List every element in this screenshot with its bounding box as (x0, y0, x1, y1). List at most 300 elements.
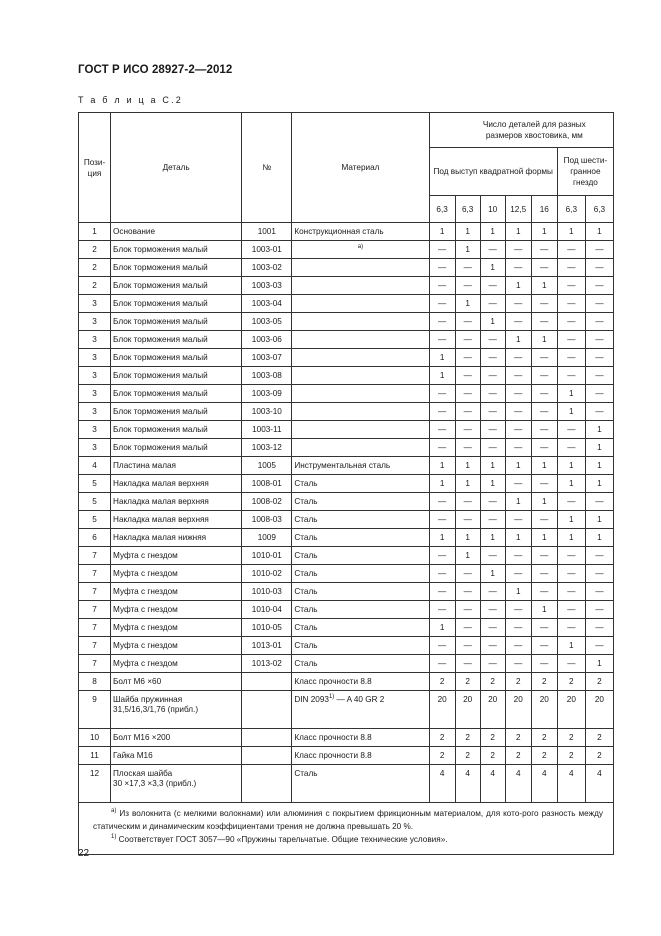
table-notes (79, 803, 614, 855)
header-size: 16 (531, 196, 557, 223)
material-text: Сталь (294, 604, 318, 614)
cell-count: 4 (531, 765, 557, 803)
cell-position: 7 (79, 619, 111, 637)
cell-count: — (455, 331, 480, 349)
cell-count: — (585, 385, 613, 403)
table-row (79, 385, 614, 403)
cell-part: Накладка малая верхняя (111, 511, 242, 529)
table-row (79, 729, 614, 747)
table-row (79, 439, 614, 457)
cell-material (292, 511, 429, 529)
cell-count: 1 (531, 457, 557, 475)
cell-count: — (480, 655, 505, 673)
header-size: 6,3 (429, 196, 455, 223)
cell-position: 7 (79, 601, 111, 619)
cell-material (292, 673, 429, 691)
cell-count: — (455, 385, 480, 403)
table-row (79, 277, 614, 295)
cell-count: — (455, 421, 480, 439)
cell-count: 1 (429, 367, 455, 385)
cell-count: 1 (480, 313, 505, 331)
cell-count: — (480, 511, 505, 529)
table-row (79, 421, 614, 439)
cell-count: — (455, 439, 480, 457)
cell-count: — (480, 385, 505, 403)
cell-count: 1 (531, 223, 557, 241)
cell-position: 7 (79, 637, 111, 655)
header-part: Деталь (111, 113, 242, 223)
cell-position: 2 (79, 241, 111, 259)
cell-count: 20 (480, 691, 505, 729)
cell-material (292, 367, 429, 385)
cell-count: — (505, 259, 531, 277)
cell-count: 1 (585, 655, 613, 673)
cell-count: — (455, 313, 480, 331)
cell-count: 20 (531, 691, 557, 729)
cell-material (292, 277, 429, 295)
cell-position: 1 (79, 223, 111, 241)
cell-count: — (557, 295, 585, 313)
cell-count: — (585, 349, 613, 367)
cell-count: — (429, 403, 455, 421)
material-text: Сталь (294, 769, 318, 778)
cell-count: — (505, 403, 531, 421)
cell-material (292, 241, 429, 259)
footnote (93, 807, 603, 833)
cell-count: — (531, 619, 557, 637)
cell-count: 1 (585, 475, 613, 493)
cell-count: — (505, 313, 531, 331)
cell-part: Блок торможения малый (111, 277, 242, 295)
table-row (79, 601, 614, 619)
cell-count: — (505, 241, 531, 259)
cell-part: Блок торможения малый (111, 439, 242, 457)
cell-count: 2 (455, 673, 480, 691)
cell-count: — (480, 367, 505, 385)
document-code: ГОСТ Р ИСО 28927-2—2012 (78, 64, 233, 76)
cell-count: — (455, 493, 480, 511)
cell-count: 1 (531, 601, 557, 619)
cell-material (292, 747, 429, 765)
cell-count: — (429, 295, 455, 313)
cell-count: — (480, 403, 505, 421)
table-row (79, 331, 614, 349)
cell-count: — (505, 421, 531, 439)
cell-part: Блок торможения малый (111, 295, 242, 313)
cell-count: 1 (505, 277, 531, 295)
cell-number: 1003-07 (242, 349, 292, 367)
cell-count: — (557, 367, 585, 385)
cell-count: 1 (585, 529, 613, 547)
cell-count: — (455, 259, 480, 277)
cell-material (292, 655, 429, 673)
cell-count: 2 (531, 729, 557, 747)
cell-number (242, 747, 292, 765)
cell-count: — (557, 259, 585, 277)
cell-count: — (557, 421, 585, 439)
material-text: Сталь (294, 532, 318, 542)
cell-part: Накладка малая нижняя (111, 529, 242, 547)
cell-material (292, 765, 429, 803)
cell-number: 1008-02 (242, 493, 292, 511)
material-text-tail: — A 40 GR 2 (334, 695, 385, 704)
cell-part: Плоская шайба 30 ×17,3 ×3,3 (прибл.) (111, 765, 242, 803)
cell-number: 1003-05 (242, 313, 292, 331)
cell-count: — (505, 655, 531, 673)
cell-part: Муфта с гнездом (111, 583, 242, 601)
header-size: 10 (480, 196, 505, 223)
cell-count: — (455, 565, 480, 583)
cell-count: — (429, 439, 455, 457)
cell-count: — (531, 295, 557, 313)
cell-position: 2 (79, 277, 111, 295)
cell-count: — (455, 601, 480, 619)
cell-count: — (585, 637, 613, 655)
material-text: Конструкционная сталь (294, 226, 384, 236)
cell-part: Муфта с гнездом (111, 601, 242, 619)
cell-part: Пластина малая (111, 457, 242, 475)
cell-count: — (429, 331, 455, 349)
cell-count: — (455, 403, 480, 421)
cell-count: — (455, 511, 480, 529)
material-text: Сталь (294, 550, 318, 560)
table-row (79, 295, 614, 313)
cell-position: 9 (79, 691, 111, 729)
cell-count: — (557, 349, 585, 367)
cell-part: Блок торможения малый (111, 421, 242, 439)
cell-count: 1 (557, 529, 585, 547)
table-row (79, 655, 614, 673)
cell-count: 4 (455, 765, 480, 803)
cell-count: 1 (585, 439, 613, 457)
cell-count: — (531, 475, 557, 493)
cell-count: — (429, 241, 455, 259)
cell-count: 1 (531, 331, 557, 349)
cell-position: 3 (79, 439, 111, 457)
cell-count: — (455, 583, 480, 601)
cell-count: 4 (557, 765, 585, 803)
cell-position: 3 (79, 331, 111, 349)
header-position: Пози- ция (79, 113, 111, 223)
cell-count: 1 (455, 475, 480, 493)
cell-number: 1010-05 (242, 619, 292, 637)
cell-number: 1008-03 (242, 511, 292, 529)
cell-count: — (480, 583, 505, 601)
cell-number: 1005 (242, 457, 292, 475)
cell-material (292, 619, 429, 637)
cell-material (292, 457, 429, 475)
cell-number: 1003-02 (242, 259, 292, 277)
table-row (79, 223, 614, 241)
cell-count: 1 (429, 349, 455, 367)
cell-number: 1001 (242, 223, 292, 241)
table-row (79, 367, 614, 385)
material-text: Класс прочности 8.8 (294, 750, 372, 760)
cell-count: — (505, 385, 531, 403)
cell-count: — (585, 493, 613, 511)
cell-count: — (585, 547, 613, 565)
cell-count: — (429, 655, 455, 673)
cell-count: — (585, 331, 613, 349)
cell-position: 5 (79, 475, 111, 493)
cell-number (242, 729, 292, 747)
cell-number: 1013-01 (242, 637, 292, 655)
cell-count: — (557, 241, 585, 259)
cell-count: — (531, 511, 557, 529)
cell-count: 1 (429, 475, 455, 493)
cell-count: — (505, 511, 531, 529)
cell-material (292, 637, 429, 655)
cell-position: 12 (79, 765, 111, 803)
cell-count: — (455, 349, 480, 367)
material-text: DIN 2093 (294, 695, 329, 704)
table-row (79, 565, 614, 583)
cell-count: — (531, 241, 557, 259)
cell-part: Муфта с гнездом (111, 655, 242, 673)
table-row (79, 765, 614, 803)
table-row (79, 493, 614, 511)
header-material: Материал (292, 113, 429, 223)
cell-count: — (531, 637, 557, 655)
page-number: 22 (78, 848, 90, 859)
cell-count: — (531, 367, 557, 385)
cell-count: 1 (557, 403, 585, 421)
table-row (79, 457, 614, 475)
cell-part: Гайка М16 (111, 747, 242, 765)
cell-number: 1010-02 (242, 565, 292, 583)
cell-count: — (585, 565, 613, 583)
cell-count: — (585, 403, 613, 421)
cell-count: — (585, 259, 613, 277)
cell-count: — (585, 313, 613, 331)
cell-count: 1 (480, 565, 505, 583)
header-number: № (242, 113, 292, 223)
header-size: 6,3 (455, 196, 480, 223)
cell-position: 4 (79, 457, 111, 475)
table-row (79, 349, 614, 367)
cell-material (292, 691, 429, 729)
table-row (79, 747, 614, 765)
cell-count: — (505, 439, 531, 457)
cell-count: — (531, 655, 557, 673)
table-caption: Т а б л и ц а С.2 (78, 95, 184, 105)
cell-number: 1008-01 (242, 475, 292, 493)
cell-count: — (480, 295, 505, 313)
cell-position: 3 (79, 385, 111, 403)
cell-count: 1 (455, 547, 480, 565)
cell-count: — (557, 439, 585, 457)
cell-count: 1 (557, 511, 585, 529)
cell-number: 1010-04 (242, 601, 292, 619)
cell-part: Блок торможения малый (111, 313, 242, 331)
cell-material (292, 331, 429, 349)
cell-count: — (480, 637, 505, 655)
cell-number: 1003-04 (242, 295, 292, 313)
cell-count: — (531, 421, 557, 439)
header-size: 12,5 (505, 196, 531, 223)
cell-position: 5 (79, 493, 111, 511)
cell-count: — (557, 277, 585, 295)
cell-part: Блок торможения малый (111, 385, 242, 403)
table-row (79, 619, 614, 637)
cell-count: — (429, 259, 455, 277)
cell-material (292, 565, 429, 583)
cell-material (292, 601, 429, 619)
cell-count: — (429, 277, 455, 295)
cell-count: 1 (585, 511, 613, 529)
cell-part: Болт М16 ×200 (111, 729, 242, 747)
cell-count: — (505, 619, 531, 637)
table-row (79, 583, 614, 601)
cell-count: 4 (480, 765, 505, 803)
cell-number (242, 765, 292, 803)
cell-count: 1 (585, 421, 613, 439)
cell-count: — (429, 385, 455, 403)
cell-count: 4 (585, 765, 613, 803)
cell-part: Муфта с гнездом (111, 619, 242, 637)
cell-count: 4 (429, 765, 455, 803)
cell-count: 1 (505, 529, 531, 547)
header-count-group: Число деталей для разных размеров хвостовика, мм (429, 113, 613, 148)
cell-count: 1 (557, 457, 585, 475)
cell-count: — (455, 277, 480, 295)
cell-part: Шайба пружинная 31,5/16,3/1,76 (прибл.) (111, 691, 242, 729)
cell-count: 1 (455, 223, 480, 241)
cell-count: — (557, 493, 585, 511)
table-header (79, 113, 614, 223)
cell-part: Блок торможения малый (111, 367, 242, 385)
cell-number: 1003-03 (242, 277, 292, 295)
cell-count: — (531, 583, 557, 601)
cell-count: — (505, 475, 531, 493)
cell-number: 1003-01 (242, 241, 292, 259)
material-text: Инструментальная сталь (294, 460, 391, 470)
cell-count: — (480, 601, 505, 619)
cell-count: 2 (429, 673, 455, 691)
cell-count: 2 (480, 673, 505, 691)
cell-count: — (455, 655, 480, 673)
cell-part: Накладка малая верхняя (111, 475, 242, 493)
cell-count: 1 (531, 277, 557, 295)
cell-count: — (480, 349, 505, 367)
cell-count: — (531, 547, 557, 565)
cell-position: 3 (79, 313, 111, 331)
cell-count: 1 (455, 529, 480, 547)
cell-number: 1003-08 (242, 367, 292, 385)
cell-count: 2 (585, 729, 613, 747)
cell-number: 1010-01 (242, 547, 292, 565)
cell-count: — (429, 601, 455, 619)
cell-count: — (585, 277, 613, 295)
cell-count: — (531, 259, 557, 277)
cell-count: — (429, 565, 455, 583)
table-body (79, 223, 614, 803)
cell-count: — (480, 241, 505, 259)
cell-position: 3 (79, 403, 111, 421)
cell-count: 1 (480, 529, 505, 547)
cell-count: 1 (505, 223, 531, 241)
cell-part: Накладка малая верхняя (111, 493, 242, 511)
footnote-mark: а) (357, 243, 364, 250)
footnote-mark: 1) (328, 694, 335, 700)
cell-count: — (429, 583, 455, 601)
cell-material (292, 439, 429, 457)
cell-material (292, 421, 429, 439)
cell-position: 11 (79, 747, 111, 765)
cell-position: 3 (79, 349, 111, 367)
cell-count: 1 (505, 583, 531, 601)
cell-count: 20 (455, 691, 480, 729)
cell-count: 2 (531, 747, 557, 765)
cell-part: Муфта с гнездом (111, 637, 242, 655)
cell-count: — (557, 655, 585, 673)
cell-count: — (455, 637, 480, 655)
cell-position: 5 (79, 511, 111, 529)
cell-count: 2 (455, 747, 480, 765)
cell-count: 1 (505, 457, 531, 475)
cell-number: 1013-02 (242, 655, 292, 673)
cell-part: Блок торможения малый (111, 331, 242, 349)
cell-material (292, 259, 429, 277)
cell-count: 1 (455, 241, 480, 259)
cell-position: 3 (79, 367, 111, 385)
table-row (79, 511, 614, 529)
cell-count: 2 (505, 747, 531, 765)
cell-material (292, 385, 429, 403)
cell-count: 1 (480, 259, 505, 277)
cell-count: — (505, 367, 531, 385)
cell-count: 2 (531, 673, 557, 691)
footnote-text: Из волокнита (с мелкими волокнами) или алюминия с покрытием фрикционным материалом, для кото-рого разность между статическим и динамическим коэффициентами трения не должна превышать 20 %. (93, 809, 603, 831)
cell-count: 2 (557, 747, 585, 765)
cell-material (292, 583, 429, 601)
cell-count: — (480, 277, 505, 295)
cell-count: — (480, 547, 505, 565)
cell-count: 1 (557, 223, 585, 241)
material-text: Сталь (294, 658, 318, 668)
cell-count: — (429, 547, 455, 565)
material-text: Сталь (294, 478, 318, 488)
cell-count: 1 (531, 529, 557, 547)
cell-count: — (557, 313, 585, 331)
cell-count: — (557, 565, 585, 583)
cell-count: — (429, 313, 455, 331)
cell-number (242, 673, 292, 691)
cell-count: — (531, 349, 557, 367)
cell-count: 1 (429, 619, 455, 637)
cell-material (292, 349, 429, 367)
cell-position: 7 (79, 655, 111, 673)
material-text: Сталь (294, 640, 318, 650)
cell-count: — (505, 601, 531, 619)
table-row (79, 691, 614, 729)
cell-number (242, 691, 292, 729)
cell-count: 1 (429, 457, 455, 475)
cell-count: 1 (480, 457, 505, 475)
header-square: Под выступ квадратной формы (429, 148, 557, 196)
cell-count: — (531, 439, 557, 457)
table-row (79, 547, 614, 565)
cell-part: Болт М6 ×60 (111, 673, 242, 691)
cell-position: 8 (79, 673, 111, 691)
cell-count: — (557, 547, 585, 565)
cell-count: — (455, 367, 480, 385)
cell-count: — (480, 421, 505, 439)
cell-count: 2 (585, 673, 613, 691)
cell-position: 7 (79, 565, 111, 583)
cell-count: — (480, 619, 505, 637)
cell-count: — (585, 601, 613, 619)
